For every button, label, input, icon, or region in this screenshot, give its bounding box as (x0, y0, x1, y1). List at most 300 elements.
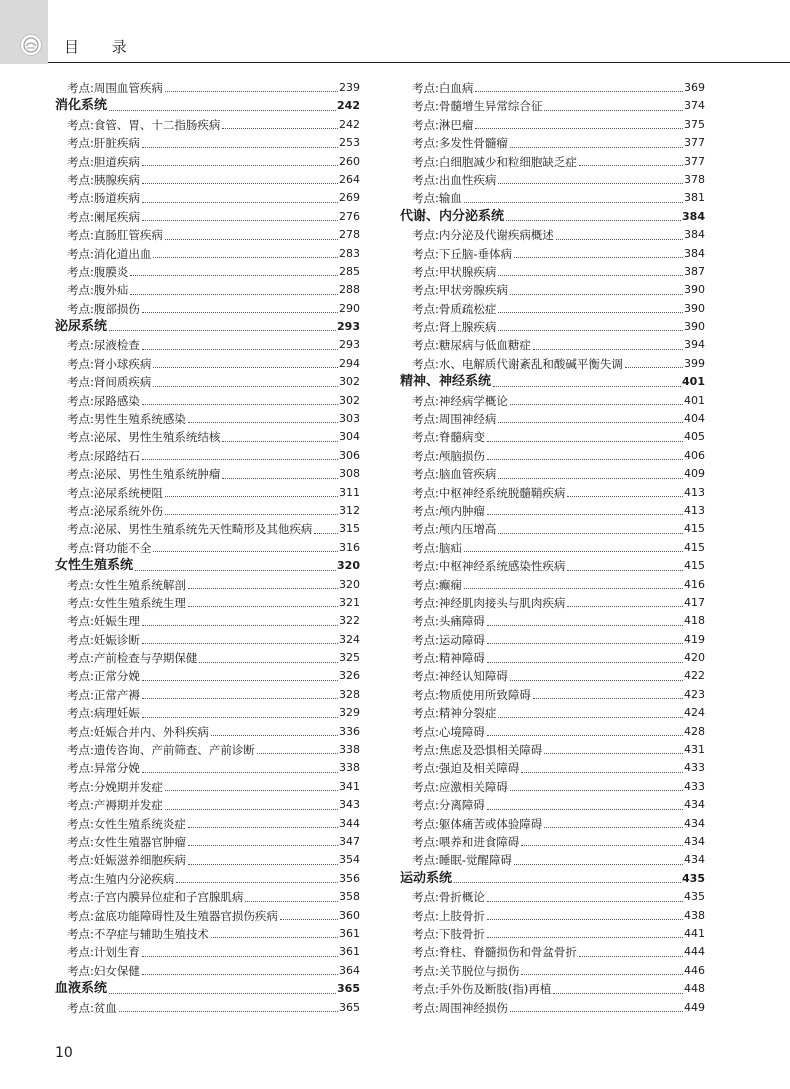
entry-title: 考点:妊娠合并内、外科疾病 (67, 724, 209, 739)
dot-leader (135, 569, 336, 571)
toc-entry[interactable] (400, 833, 705, 851)
entry-title: 考点:泌尿、男性生殖系统先天性畸形及其他疾病 (67, 522, 313, 537)
toc-entry[interactable] (55, 576, 360, 594)
dot-leader (498, 716, 683, 718)
toc-entry[interactable] (55, 484, 360, 502)
toc-entry[interactable] (400, 962, 705, 980)
entry-title: 考点:泌尿系统外伤 (67, 503, 163, 518)
page-ref: 438 (684, 908, 705, 922)
dot-leader (487, 513, 683, 515)
page-ref: 419 (684, 632, 705, 646)
toc-entry[interactable] (400, 318, 705, 336)
page-ref: 290 (339, 301, 360, 315)
toc-entry[interactable] (400, 576, 705, 594)
entry-title: 考点:输血 (412, 191, 462, 206)
toc-entry[interactable] (400, 723, 705, 741)
dot-leader (514, 256, 683, 258)
toc-entry[interactable] (55, 686, 360, 704)
toc-entry[interactable] (400, 999, 705, 1017)
dot-leader (142, 182, 338, 184)
page-ref: 320 (337, 559, 360, 573)
toc-entry[interactable] (55, 612, 360, 630)
page-ref: 326 (339, 669, 360, 683)
dot-leader (153, 256, 338, 258)
page-ref: 278 (339, 228, 360, 242)
page-ref: 420 (684, 651, 705, 665)
toc-entry[interactable] (55, 226, 360, 244)
toc-entry[interactable] (400, 153, 705, 171)
toc-entry[interactable] (55, 723, 360, 741)
page-ref: 415 (684, 540, 705, 554)
entry-title: 考点:水、电解质代谢紊乱和酸碱平衡失调 (412, 356, 623, 371)
dot-leader (521, 844, 683, 846)
entry-title: 考点:手外伤及断肢(指)再植 (412, 982, 552, 997)
dot-leader (464, 587, 683, 589)
page-ref: 449 (684, 1000, 705, 1014)
entry-title: 考点:消化道出血 (67, 246, 152, 261)
toc-entry[interactable] (55, 796, 360, 814)
dot-leader (222, 440, 338, 442)
dot-leader (188, 863, 338, 865)
page-ref: 390 (684, 320, 705, 334)
toc-section-heading[interactable] (55, 980, 360, 998)
toc-entry[interactable] (400, 796, 705, 814)
dot-leader (153, 550, 338, 552)
toc-entry[interactable] (55, 962, 360, 980)
entry-title: 考点:尿路感染 (67, 393, 140, 408)
entry-title: 考点:异常分娩 (67, 761, 140, 776)
dot-leader (142, 624, 338, 626)
entry-title: 考点:躯体痛苦或体验障碍 (412, 816, 543, 831)
dot-leader (487, 642, 683, 644)
toc-entry[interactable] (400, 686, 705, 704)
page-ref: 288 (339, 283, 360, 297)
page-ref: 390 (684, 301, 705, 315)
toc-section-heading[interactable] (400, 870, 705, 888)
page-ref: 422 (684, 669, 705, 683)
entry-title: 考点:睡眠-觉醒障碍 (412, 853, 513, 868)
toc-section-heading[interactable] (400, 208, 705, 226)
dot-leader (510, 789, 683, 791)
entry-title: 考点:肾上腺疾病 (412, 320, 497, 335)
dot-leader (498, 329, 683, 331)
dot-leader (188, 587, 338, 589)
dot-leader (475, 90, 683, 92)
entry-title: 考点:骨折概论 (412, 890, 485, 905)
dot-leader (544, 109, 683, 111)
dot-leader (222, 127, 338, 129)
entry-title: 考点:脑血管疾病 (412, 467, 497, 482)
toc-entry[interactable] (400, 668, 705, 686)
dot-leader (188, 844, 338, 846)
toc-entry[interactable] (400, 649, 705, 667)
page-ref: 441 (684, 926, 705, 940)
toc-entry[interactable] (400, 520, 705, 538)
dot-leader (553, 992, 683, 994)
toc-entry[interactable] (400, 97, 705, 115)
toc-entry[interactable] (400, 907, 705, 925)
dot-leader (487, 661, 683, 663)
dot-leader (165, 513, 338, 515)
dot-leader (165, 238, 338, 240)
entry-title: 考点:胰腺疾病 (67, 172, 140, 187)
toc-entry[interactable] (55, 539, 360, 557)
toc-entry[interactable] (55, 116, 360, 134)
toc-entry[interactable] (55, 79, 360, 97)
dot-leader (498, 182, 683, 184)
toc-entry[interactable] (400, 980, 705, 998)
dot-leader (165, 90, 338, 92)
page-ref: 304 (339, 430, 360, 444)
page-ref: 423 (684, 687, 705, 701)
page-ref: 338 (339, 743, 360, 757)
dot-leader (245, 900, 338, 902)
entry-title: 考点:强迫及相关障碍 (412, 761, 520, 776)
entry-title: 考点:物质使用所致障碍 (412, 687, 531, 702)
toc-entry[interactable] (55, 943, 360, 961)
toc-entry[interactable] (55, 649, 360, 667)
entry-title: 考点:应激相关障碍 (412, 779, 508, 794)
dot-leader (510, 403, 683, 405)
toc-entry[interactable] (400, 888, 705, 906)
dot-leader (521, 973, 683, 975)
toc-entry[interactable] (55, 502, 360, 520)
dot-leader (142, 403, 338, 405)
toc-entry[interactable] (400, 263, 705, 281)
dot-leader (464, 550, 683, 552)
dot-leader (142, 164, 338, 166)
toc-entry[interactable] (55, 631, 360, 649)
page-ref: 448 (684, 982, 705, 996)
toc-entry[interactable] (400, 778, 705, 796)
page-ref: 399 (684, 356, 705, 370)
dot-leader (487, 900, 683, 902)
toc-entry[interactable] (400, 134, 705, 152)
entry-title: 考点:男性生殖系统感染 (67, 412, 186, 427)
toc-entry[interactable] (55, 520, 360, 538)
dot-leader (142, 201, 338, 203)
dot-leader (533, 348, 683, 350)
page-ref: 260 (339, 154, 360, 168)
toc-entry[interactable] (400, 189, 705, 207)
page-ref: 434 (684, 835, 705, 848)
toc-entry[interactable] (55, 870, 360, 888)
toc-entry[interactable] (400, 116, 705, 134)
page-ref: 343 (339, 798, 360, 812)
toc-entry[interactable] (400, 410, 705, 428)
toc-entry[interactable] (55, 594, 360, 612)
page-ref: 417 (684, 595, 705, 609)
entry-title: 考点:下肢骨折 (412, 926, 485, 941)
toc-entry[interactable] (55, 153, 360, 171)
page-ref: 381 (684, 191, 705, 205)
toc-entry[interactable] (55, 428, 360, 446)
dot-leader (142, 697, 338, 699)
page-ref: 311 (339, 485, 360, 499)
dot-leader (487, 936, 683, 938)
page-ref: 336 (339, 724, 360, 738)
toc-entry[interactable] (55, 907, 360, 925)
entry-title: 考点:出血性疾病 (412, 172, 497, 187)
dot-leader (199, 661, 338, 663)
dot-leader (188, 421, 338, 423)
toc-entry[interactable] (55, 465, 360, 483)
entry-title: 考点:产前检查与孕期保健 (67, 651, 198, 666)
dot-leader (109, 109, 336, 111)
toc-entry[interactable] (400, 741, 705, 759)
toc-entry[interactable] (55, 851, 360, 869)
toc-entry[interactable] (55, 741, 360, 759)
page-ref: 433 (684, 779, 705, 793)
page-ref: 328 (339, 687, 360, 701)
entry-title: 考点:泌尿、男性生殖系统结核 (67, 430, 221, 445)
dot-leader (211, 936, 338, 938)
toc-section-heading[interactable] (55, 318, 360, 336)
entry-title: 考点:遗传咨询、产前筛查、产前诊断 (67, 743, 255, 758)
dot-leader (510, 293, 683, 295)
dot-leader (165, 495, 338, 497)
toc-entry[interactable] (400, 226, 705, 244)
toc-entry[interactable] (55, 300, 360, 318)
toc-entry[interactable] (55, 833, 360, 851)
entry-title: 考点:生殖内分泌疾病 (67, 871, 175, 886)
toc-entry[interactable] (55, 245, 360, 263)
dot-leader (533, 697, 683, 699)
page-ref: 354 (339, 853, 360, 867)
dot-leader (142, 771, 338, 773)
entry-title: 考点:心境障碍 (412, 724, 485, 739)
dot-leader (142, 146, 338, 148)
page-ref: 434 (684, 816, 705, 830)
publisher-logo-icon (20, 34, 42, 56)
toc-entry[interactable] (55, 778, 360, 796)
toc-entry[interactable] (55, 336, 360, 354)
page-ref: 409 (684, 467, 705, 481)
page-ref: 325 (339, 651, 360, 665)
toc-entry[interactable] (400, 392, 705, 410)
toc-section-heading[interactable] (400, 373, 705, 391)
page-ref: 413 (684, 503, 705, 517)
dot-leader (454, 881, 681, 883)
entry-title: 考点:神经认知障碍 (412, 669, 508, 684)
toc-entry[interactable] (55, 134, 360, 152)
entry-title: 考点:甲状旁腺疾病 (412, 283, 508, 298)
toc-entry[interactable] (400, 281, 705, 299)
section-title: 精神、神经系统 (400, 374, 492, 390)
page-ref: 435 (684, 890, 705, 904)
entry-title: 考点:妊娠诊断 (67, 632, 140, 647)
toc-section-heading[interactable] (55, 97, 360, 115)
entry-title: 考点:淋巴瘤 (412, 117, 474, 132)
page-ref: 444 (684, 945, 705, 959)
page-ref: 387 (684, 264, 705, 278)
header-divider (48, 62, 790, 63)
dot-leader (487, 458, 683, 460)
toc-entry[interactable] (400, 594, 705, 612)
page-ref: 361 (339, 926, 360, 940)
entry-title: 考点:精神分裂症 (412, 706, 497, 721)
dot-leader (130, 293, 338, 295)
toc-entry[interactable] (400, 300, 705, 318)
toc-entry[interactable] (400, 631, 705, 649)
toc-entry[interactable] (400, 557, 705, 575)
dot-leader (579, 955, 683, 957)
toc-entry[interactable] (400, 336, 705, 354)
page-ref: 406 (684, 448, 705, 462)
page-ref: 434 (684, 853, 705, 867)
entry-title: 考点:白血病 (412, 80, 474, 95)
toc-entry[interactable] (400, 79, 705, 97)
dot-leader (493, 385, 681, 387)
toc-entry[interactable] (400, 704, 705, 722)
toc-entry[interactable] (55, 392, 360, 410)
dot-leader (567, 569, 683, 571)
dot-leader (510, 1010, 683, 1012)
dot-leader (487, 440, 683, 442)
dot-leader (142, 973, 338, 975)
entry-title: 考点:泌尿系统梗阻 (67, 485, 163, 500)
toc-entry[interactable] (55, 208, 360, 226)
dot-leader (130, 274, 338, 276)
entry-title: 考点:尿路结石 (67, 448, 140, 463)
page-ref: 390 (684, 283, 705, 297)
dot-leader (521, 771, 683, 773)
page-ref: 377 (684, 136, 705, 150)
page-ref: 356 (339, 871, 360, 885)
page-ref: 239 (339, 80, 360, 94)
entry-title: 考点:腹膜炎 (67, 264, 129, 279)
dot-leader (506, 219, 681, 221)
page-ref: 413 (684, 485, 705, 499)
page-ref: 433 (684, 761, 705, 775)
dot-leader (176, 881, 338, 883)
dot-leader (498, 421, 683, 423)
page-ref: 405 (684, 430, 705, 444)
page-ref: 378 (684, 172, 705, 186)
dot-leader (142, 716, 338, 718)
toc-entry[interactable] (400, 925, 705, 943)
dot-leader (142, 219, 338, 221)
toc-entry[interactable] (400, 815, 705, 833)
dot-leader (153, 385, 338, 387)
dot-leader (567, 605, 683, 607)
dot-leader (142, 458, 338, 460)
toc-entry[interactable] (400, 484, 705, 502)
toc-entry[interactable] (55, 759, 360, 777)
toc-entry[interactable] (400, 171, 705, 189)
page-ref: 293 (337, 320, 360, 334)
toc-entry[interactable] (55, 373, 360, 391)
entry-title: 考点:颅内肿瘤 (412, 503, 485, 518)
toc-entry[interactable] (400, 428, 705, 446)
dot-leader (314, 532, 338, 534)
dot-leader (625, 366, 683, 368)
toc-entry[interactable] (55, 189, 360, 207)
page-ref: 341 (339, 779, 360, 793)
toc-entry[interactable] (400, 759, 705, 777)
page-ref: 428 (684, 724, 705, 738)
toc-entry[interactable] (55, 447, 360, 465)
toc-entry[interactable] (55, 281, 360, 299)
entry-title: 考点:直肠肛管疾病 (67, 228, 163, 243)
toc-entry[interactable] (400, 539, 705, 557)
dot-leader (188, 605, 338, 607)
entry-title: 考点:周围血管疾病 (67, 80, 163, 95)
dot-leader (222, 477, 338, 479)
toc-entry[interactable] (55, 668, 360, 686)
entry-title: 考点:中枢神经系统感染性疾病 (412, 559, 566, 574)
page-ref: 364 (339, 963, 360, 977)
dot-leader (142, 348, 338, 350)
page-ref: 365 (337, 982, 360, 996)
section-title: 泌尿系统 (55, 319, 108, 335)
page-ref: 312 (339, 503, 360, 517)
toc-entry[interactable] (55, 925, 360, 943)
entry-title: 考点:脊髓病变 (412, 430, 485, 445)
dot-leader (498, 311, 683, 313)
page-ref: 415 (684, 559, 705, 573)
toc-entry[interactable] (400, 851, 705, 869)
dot-leader (280, 918, 338, 920)
toc-entry[interactable] (400, 447, 705, 465)
toc-entry[interactable] (400, 612, 705, 630)
page-ref: 320 (339, 577, 360, 591)
dot-leader (142, 955, 338, 957)
page-ref: 242 (337, 99, 360, 113)
dot-leader (119, 1010, 338, 1012)
toc-entry[interactable] (400, 502, 705, 520)
entry-title: 考点:病理妊娠 (67, 706, 140, 721)
section-title: 血液系统 (55, 981, 108, 997)
page-ref: 264 (339, 172, 360, 186)
dot-leader (556, 238, 683, 240)
toc-entry[interactable] (400, 465, 705, 483)
toc-section-heading[interactable] (55, 557, 360, 575)
toc-entry[interactable] (55, 263, 360, 281)
entry-title: 考点:颅脑损伤 (412, 448, 485, 463)
entry-title: 考点:肾间质疾病 (67, 375, 152, 390)
page-ref: 401 (682, 375, 705, 389)
toc-entry[interactable] (400, 943, 705, 961)
dot-leader (498, 532, 683, 534)
page-ref: 338 (339, 761, 360, 775)
toc-entry[interactable] (400, 245, 705, 263)
toc-entry[interactable] (55, 815, 360, 833)
entry-title: 考点:精神障碍 (412, 651, 485, 666)
entry-title: 考点:肠道疾病 (67, 191, 140, 206)
toc-entry[interactable] (55, 704, 360, 722)
page-ref: 384 (684, 228, 705, 242)
page-ref: 315 (339, 522, 360, 536)
entry-title: 考点:神经肌肉接头与肌肉疾病 (412, 595, 566, 610)
entry-title: 考点:甲状腺疾病 (412, 264, 497, 279)
dot-leader (153, 366, 338, 368)
toc-entry[interactable] (400, 355, 705, 373)
toc-entry[interactable] (55, 999, 360, 1017)
page-ref: 253 (339, 136, 360, 150)
toc-entry[interactable] (55, 888, 360, 906)
toc-entry[interactable] (55, 171, 360, 189)
entry-title: 考点:白细胞减少和粒细胞缺乏症 (412, 154, 577, 169)
page-ref: 321 (339, 595, 360, 609)
entry-title: 考点:上肢骨折 (412, 908, 485, 923)
entry-title: 考点:分离障碍 (412, 798, 485, 813)
page-ref: 434 (684, 798, 705, 812)
entry-title: 考点:腹外疝 (67, 283, 129, 298)
entry-title: 考点:泌尿、男性生殖系统肿瘤 (67, 467, 221, 482)
toc-entry[interactable] (55, 355, 360, 373)
toc-entry[interactable] (55, 410, 360, 428)
